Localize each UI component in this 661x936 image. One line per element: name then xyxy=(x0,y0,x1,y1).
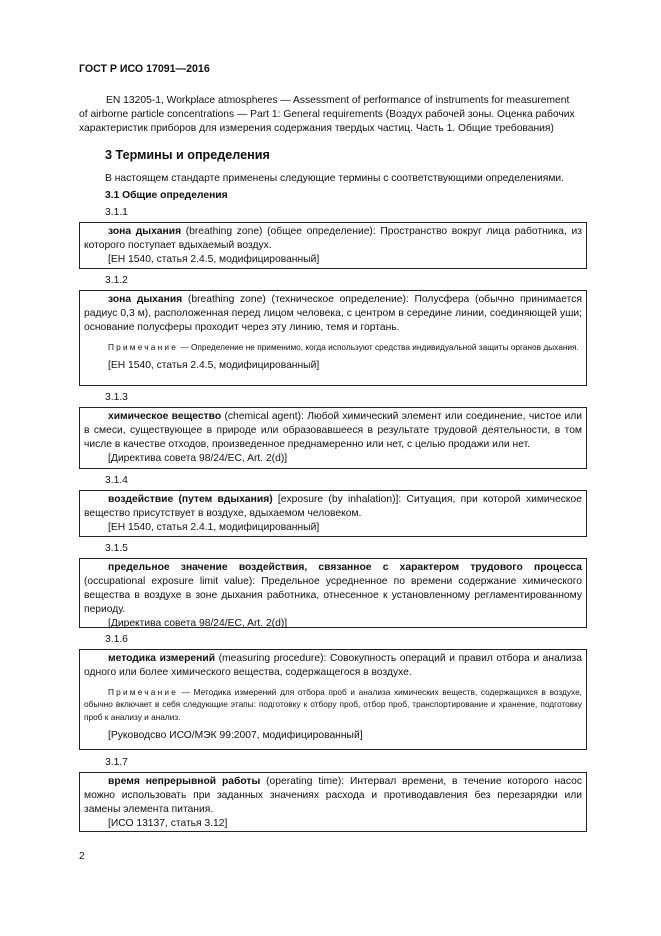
section-title: 3 Термины и определения xyxy=(105,148,270,162)
term-box xyxy=(79,558,587,628)
term-definition: (occupational exposure limit value): Предельное усредненное по времени содержание химического вещества в воздухе в зоне дыхания работника, отнесенное к установленному регламентированному периоду. xyxy=(84,576,582,615)
note-label: Примечание xyxy=(108,687,179,697)
term-source: [ЕН 1540, статья 2.4.5, модифицированный] xyxy=(108,360,320,372)
term-number: 3.1.2 xyxy=(105,275,128,286)
term-definition: (breathing zone) (общее определение): Пространство вокруг лица работника, из которого поступает вдыхаемый воздух. xyxy=(84,226,582,251)
term-box xyxy=(79,407,587,469)
term-note xyxy=(84,686,582,723)
term-box xyxy=(79,290,587,386)
term-source: [ЕН 1540, статья 2.4.1, модифицированный] xyxy=(108,522,320,533)
term-source: [ИСО 13137, статья 3.12] xyxy=(108,818,228,829)
term-name: предельное значение воздействия, связанное с характером трудового процесса xyxy=(108,562,582,573)
note-text: — Методика измерений для отбора проб и анализа химических веществ, содержащихся в воздухе, обычно включает в себя следующие этапы: подготовку к отбору проб, отбор проб, транспортирование и хранение, подготовку проб к анализу и анализ. xyxy=(84,687,582,722)
page-number: 2 xyxy=(79,851,85,862)
section-intro: В настоящем стандарте применены следующие термины с соответствующими определениями. xyxy=(105,173,565,184)
term-box xyxy=(79,772,587,832)
term-number: 3.1.5 xyxy=(105,543,128,554)
term-box xyxy=(79,490,587,537)
term-number: 3.1.1 xyxy=(105,207,128,218)
term-definition: (operating time): Интервал времени, в течение которого насос можно использовать при заданных значениях расхода и противодавления без перезарядки или замены элемента питания. xyxy=(84,776,582,815)
note-label: Примечание xyxy=(108,342,179,352)
term-definition: [exposure (by inhalation)]: Ситуация, при которой химическое вещество присутствует в воздухе, вдыхаемом человеком. xyxy=(84,494,582,519)
term-number: 3.1.7 xyxy=(105,757,128,768)
reference-line: характеристик приборов для измерения содержания твердых частиц. Часть 1. Общие требования) xyxy=(79,123,554,134)
term-source: [ЕН 1540, статья 2.4.5, модифицированный] xyxy=(108,254,320,265)
term-note xyxy=(84,341,582,353)
term-name: химическое вещество xyxy=(108,411,222,422)
note-text: — Определение не применимо, когда используют средства индивидуальной защиты органов дыхания. xyxy=(178,342,579,352)
term-definition: (breathing zone) (техническое определение): Полусфера (обычно принимается радиус 0,3 м), расположенная перед лицом человека, с центром в середине линии, соединяющей уши; основание полусферы проходит через эту линию, темя и гортань. xyxy=(84,294,582,333)
term-definition: (chemical agent): Любой химический элемент или соединение, чистое или в смеси, существующее в природе или образовавшееся в результате трудовой деятельности, в том числе в качестве отходов, произведенное преднамеренно или нет, с целью продажи или нет. xyxy=(84,411,583,450)
document-header: ГОСТ Р ИСО 17091—2016 xyxy=(79,63,210,75)
term-number: 3.1.4 xyxy=(105,475,128,486)
term-source: [Директива совета 98/24/EC, Art. 2(d)] xyxy=(108,453,288,464)
subsection-title: 3.1 Общие определения xyxy=(105,190,228,201)
term-name: зона дыхания xyxy=(108,226,182,237)
reference-line: EN 13205-1, Workplace atmospheres — Assessment of performance of instruments for measurement xyxy=(106,95,570,106)
term-name: время непрерывной работы xyxy=(108,776,261,787)
term-number: 3.1.6 xyxy=(105,634,128,645)
term-source: [Директива совета 98/24/EC, Art. 2(d)] xyxy=(108,618,288,629)
normative-reference xyxy=(79,94,587,136)
term-number: 3.1.3 xyxy=(105,392,128,403)
term-definition: (measuring procedure): Совокупность операций и правил отбора и анализа одного или более химического вещества, содержащегося в воздухе. xyxy=(84,653,582,678)
term-source: [Руководсво ИСО/МЭК 99:2007, модифицированный] xyxy=(108,730,363,742)
term-box xyxy=(79,222,587,269)
term-name: воздействие (путем вдыхания) xyxy=(108,494,273,505)
term-name: методика измерений xyxy=(108,653,216,664)
term-name: зона дыхания xyxy=(108,294,183,305)
term-box xyxy=(79,649,587,750)
reference-line: of airborne particle concentrations — Part 1: General requirements (Воздух рабочей зоны. Оценка рабочих xyxy=(79,109,575,120)
